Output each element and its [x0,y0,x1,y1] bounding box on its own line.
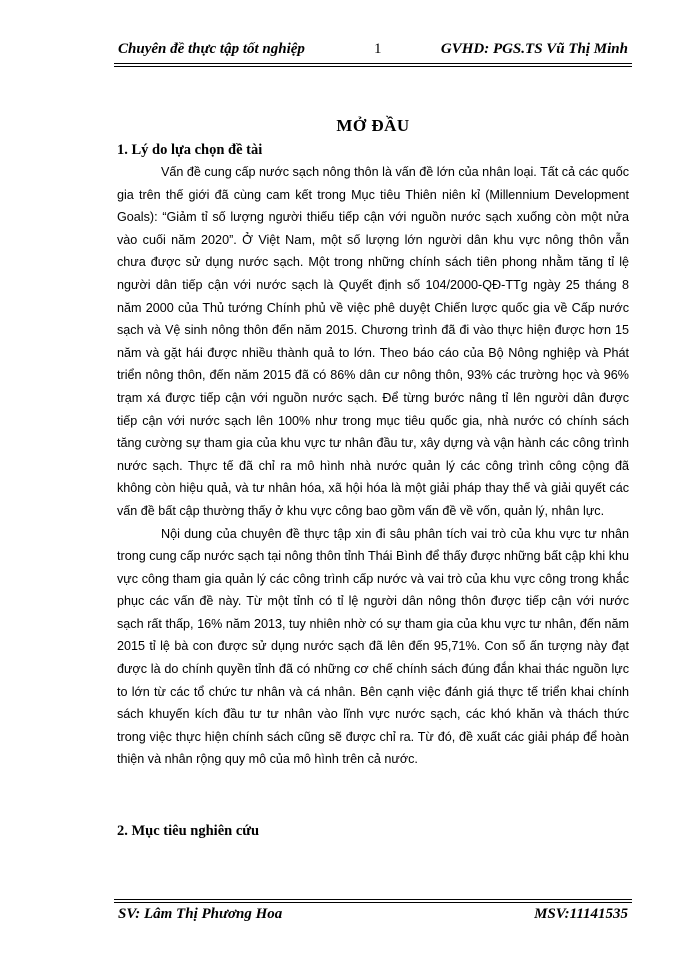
footer-student-id: MSV:11141535 [534,906,628,922]
page-footer [118,906,628,926]
section-body [117,161,629,771]
header-rule [114,63,632,64]
page-title: MỞ ĐẦU [336,116,410,135]
header-thesis-label: Chuyên đề thực tập tốt nghiệp [118,41,305,57]
section-heading-2: 2. Mục tiêu nghiên cứu [117,823,260,839]
header-rule-thin [114,66,632,67]
section-heading-1: 1. Lý do lựa chọn đề tài [117,142,263,158]
footer-student: SV: Lâm Thị Phương Hoa [118,906,283,922]
paragraph-1: Vấn đề cung cấp nước sạch nông thôn là vấn đề lớn của nhân loại. Tất cả các quốc gia trên thế giới đã cùng cam kết trong Mục tiêu Thiên niên kỉ (Millennium Development Goals): “Giảm tỉ số lượng người thiếu tiếp cận với nguồn nước sạch xuống còn một nửa vào cuối năm 2020”. Ở Việt Nam, một số lượng lớn người dân khu vực nông thôn vẫn chưa được sử dụng nước sạch. Một trong những chính sách tiên phong nhằm tăng tỉ lệ người dân tiếp cận với nước sạch là Quyết định số 104/2000-QĐ-TTg ngày 25 tháng 8 năm 2000 của Thủ tướng Chính phủ về việc phê duyệt Chiến lược quốc gia về Cấp nước sạch và Vệ sinh nông thôn đến năm 2015. Chương trình đã đi vào thực hiện được hơn 15 năm và gặt hái được nhiều thành quả to lớn. Theo báo cáo của Bộ Nông nghiệp và Phát triển nông thôn, đến năm 2015 đã có 86% dân cư nông thôn, 93% các trường học và 96% trạm xá được tiếp cận với nguồn nước sạch. Để từng bước nâng tỉ lên người dân được tiếp cận với nước sạch lên 100% như trong mục tiêu quốc gia, nhà nước có chính sách tăng cường sự tham gia của khu vực tư nhân đầu tư, xây dựng và vận hành các công trình nước sạch. Thực tế đã chỉ ra mô hình nhà nước quản lý các công trình công cộng đã không còn hiệu quả, và tư nhân hóa, xã hội hóa là một giải pháp thay thế và giải quyết các vấn đề bất cập thường thấy ở khu vực công bao gồm vấn đề về vốn, quản lý, nhân lực. [117,165,629,518]
page-number: 1 [374,41,382,57]
footer-rule [114,902,632,903]
paragraph-2: Nội dung của chuyên đề thực tập xin đi sâu phân tích vai trò của khu vực tư nhân trong cung cấp nước sạch tại nông thôn tỉnh Thái Bình để thấy được những bất cập khi khu vực công tham gia quản lý các công trình cấp nước và vai trò của khu vực công trong khắc phục các vấn đề này. Từ một tỉnh có tỉ lệ người dân nông thôn được tiếp cận với nước sạch rất thấp, 16% năm 2013, tuy nhiên nhờ có sự tham gia của khu vực tư nhân, đến năm 2015 tỉ lệ bà con được sử dụng nước sạch đã lên đến 95,71%. Con số ấn tượng này đạt được là do chính quyền tỉnh đã có những cơ chế chính sách đúng đắn khai thác nguồn lực to lớn từ các tổ chức tư nhân và cá nhân. Bên cạnh việc đánh giá thực tế triển khai chính sách khuyến kích đầu tư tư nhân vào lĩnh vực nước sạch, các khó khăn và thách thức trong việc thực hiện chính sách cũng sẽ được chỉ ra. Từ đó, đề xuất các giải pháp để hoàn thiện và nhân rộng quy mô của mô hình trên cả nước. [117,526,629,767]
footer-rule-thin [114,899,632,900]
header-advisor: GVHD: PGS.TS Vũ Thị Minh [440,41,628,57]
page-header [118,41,628,61]
